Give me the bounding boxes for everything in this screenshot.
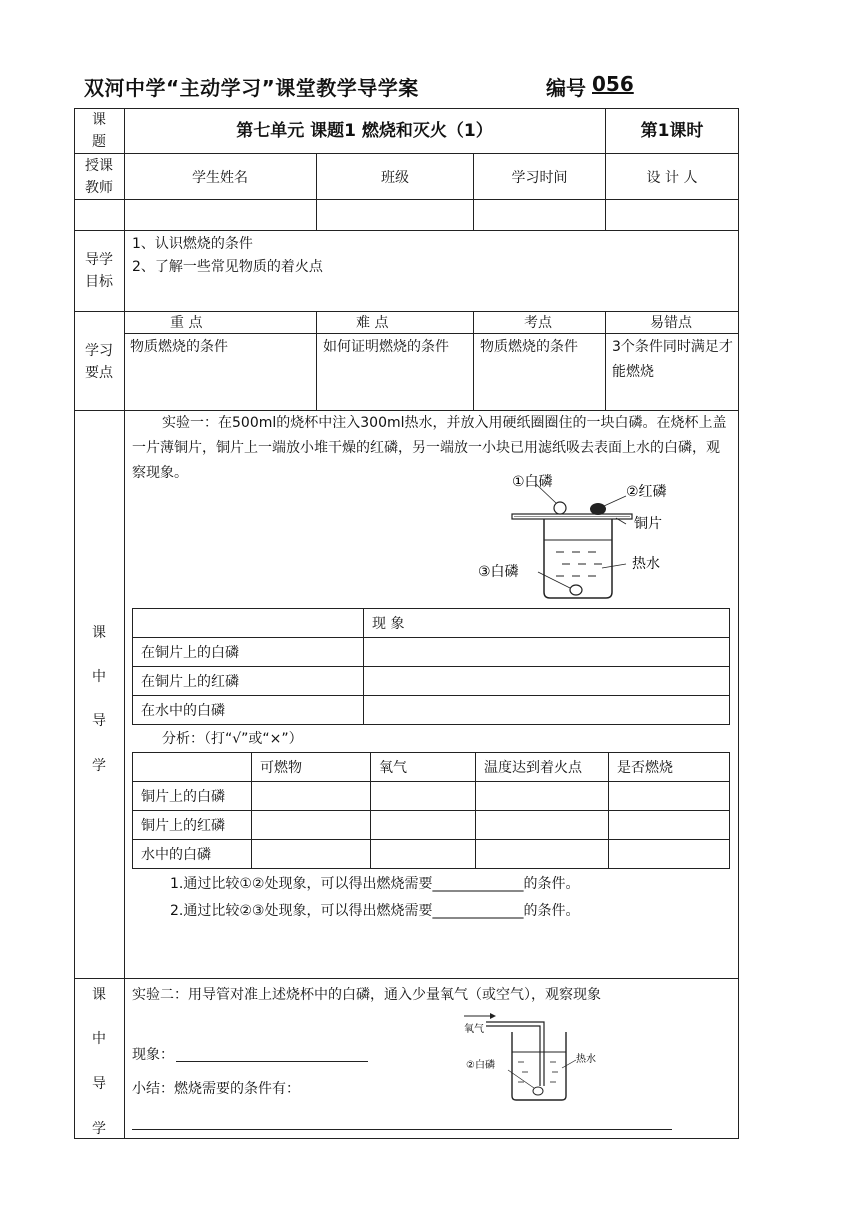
label-hot-water: 热水	[632, 556, 660, 572]
phenomenon-answer-line[interactable]	[176, 1061, 368, 1062]
section1-label-3: 导	[92, 713, 106, 729]
period-label: 第1课时	[640, 121, 704, 141]
beaker-diagram-1	[476, 468, 676, 604]
analysis-cell[interactable]	[476, 782, 609, 811]
topic-title: 第七单元 课题1 燃烧和灭火（1）	[236, 121, 493, 141]
kp-value-difficulty: 如何证明燃烧的条件	[323, 339, 449, 355]
section1-label-1: 课	[92, 625, 106, 641]
label-white-p-top: ①白磷	[512, 474, 553, 490]
label-red-p: ②红磷	[626, 484, 667, 500]
table-row	[133, 638, 730, 667]
row-label: 铜片上的白磷	[133, 782, 252, 811]
beaker-diagram-2	[450, 1012, 610, 1104]
table-row	[133, 840, 730, 869]
row-label: 在铜片上的白磷	[133, 638, 364, 667]
kp-value-error: 3个条件同时满足才能燃烧	[612, 339, 733, 380]
phenomenon-label: 现象：	[132, 1047, 174, 1063]
analysis-corner	[133, 753, 252, 782]
section1-label-4: 学	[92, 758, 106, 774]
analysis-cell[interactable]	[476, 811, 609, 840]
analysis-header-burns: 是否燃烧	[609, 753, 730, 782]
question-2: 2.通过比较②③处现象，可以得出燃烧需要_____________的条件。	[170, 903, 580, 919]
phenomenon-corner	[133, 609, 364, 638]
analysis-cell[interactable]	[252, 782, 371, 811]
label-hot-water-2: 热水	[576, 1054, 596, 1065]
phenomenon-cell[interactable]	[364, 638, 730, 667]
topic-label: 课 题	[92, 112, 106, 150]
analysis-cell[interactable]	[609, 782, 730, 811]
teacher-label: 授课 教师	[85, 158, 113, 196]
kp-value-focus: 物质燃烧的条件	[130, 339, 228, 355]
table-row	[133, 696, 730, 725]
analysis-cell[interactable]	[371, 840, 476, 869]
experiment2-text: 实验二：用导管对准上述烧杯中的白磷，通入少量氧气（或空气），观察现象	[132, 987, 601, 1003]
phenomenon-header: 现 象	[364, 609, 730, 638]
experiment1-text: 实验一：在500ml的烧杯中注入300ml热水，并放入用硬纸圈圈住的一块白磷。在烧杯上盖一片薄铜片，铜片上一端放小堆干燥的红磷，另一端放一小块已用滤纸吸去表面上水的白磷，观察现象。	[132, 415, 727, 481]
phenomenon-cell[interactable]	[364, 696, 730, 725]
analysis-cell[interactable]	[609, 840, 730, 869]
goal-item-1: 1、认识燃烧的条件	[132, 236, 253, 252]
analysis-header-oxygen: 氧气	[371, 753, 476, 782]
summary-answer-line[interactable]	[132, 1129, 672, 1130]
class-header: 班级	[381, 170, 409, 186]
section1-label-2: 中	[92, 669, 106, 685]
goals-label: 导学 目标	[85, 252, 113, 290]
phenomenon-cell[interactable]	[364, 667, 730, 696]
analysis-cell[interactable]	[609, 811, 730, 840]
row-label: 水中的白磷	[133, 840, 252, 869]
key-points-label: 学习 要点	[85, 343, 113, 381]
question-1: 1.通过比较①②处现象，可以得出燃烧需要_____________的条件。	[170, 876, 580, 892]
code-label: 编号	[546, 76, 586, 100]
label-white-p-2: ②白磷	[466, 1060, 495, 1071]
analysis-header-temperature: 温度达到着火点	[476, 753, 609, 782]
kp-header-error: 易错点	[650, 315, 692, 331]
analysis-cell[interactable]	[371, 782, 476, 811]
analysis-cell[interactable]	[476, 840, 609, 869]
analysis-title: 分析：（打“√”或“×”）	[162, 731, 303, 747]
table-row	[133, 667, 730, 696]
phenomenon-table	[132, 608, 730, 725]
student-name-header: 学生姓名	[192, 170, 248, 186]
code-value: 056	[592, 72, 634, 96]
label-white-p-water: ③白磷	[478, 564, 519, 580]
analysis-table	[132, 752, 730, 869]
kp-header-exam: 考点	[524, 315, 552, 331]
analysis-cell[interactable]	[371, 811, 476, 840]
summary-label: 小结：燃烧需要的条件有：	[132, 1081, 300, 1097]
kp-value-exam: 物质燃烧的条件	[480, 339, 578, 355]
row-label: 在铜片上的红磷	[133, 667, 364, 696]
section2-label-1: 课	[92, 987, 106, 1003]
section2-label-3: 导	[92, 1076, 106, 1092]
label-copper: 铜片	[634, 516, 662, 532]
analysis-header-combustible: 可燃物	[252, 753, 371, 782]
document-title: 双河中学“主动学习”课堂教学导学案	[84, 76, 419, 100]
row-label: 铜片上的红磷	[133, 811, 252, 840]
section2-label-4: 学	[92, 1121, 106, 1137]
analysis-cell[interactable]	[252, 811, 371, 840]
table-row	[133, 811, 730, 840]
kp-header-focus: 重 点	[170, 315, 203, 331]
study-time-header: 学习时间	[511, 170, 568, 186]
designer-header: 设 计 人	[646, 170, 698, 186]
section2-label-2: 中	[92, 1031, 106, 1047]
kp-header-difficulty: 难 点	[356, 315, 389, 331]
table-row	[133, 782, 730, 811]
analysis-cell[interactable]	[252, 840, 371, 869]
label-oxygen: 氧气	[464, 1024, 484, 1035]
goal-item-2: 2、了解一些常见物质的着火点	[132, 259, 323, 275]
row-label: 在水中的白磷	[133, 696, 364, 725]
